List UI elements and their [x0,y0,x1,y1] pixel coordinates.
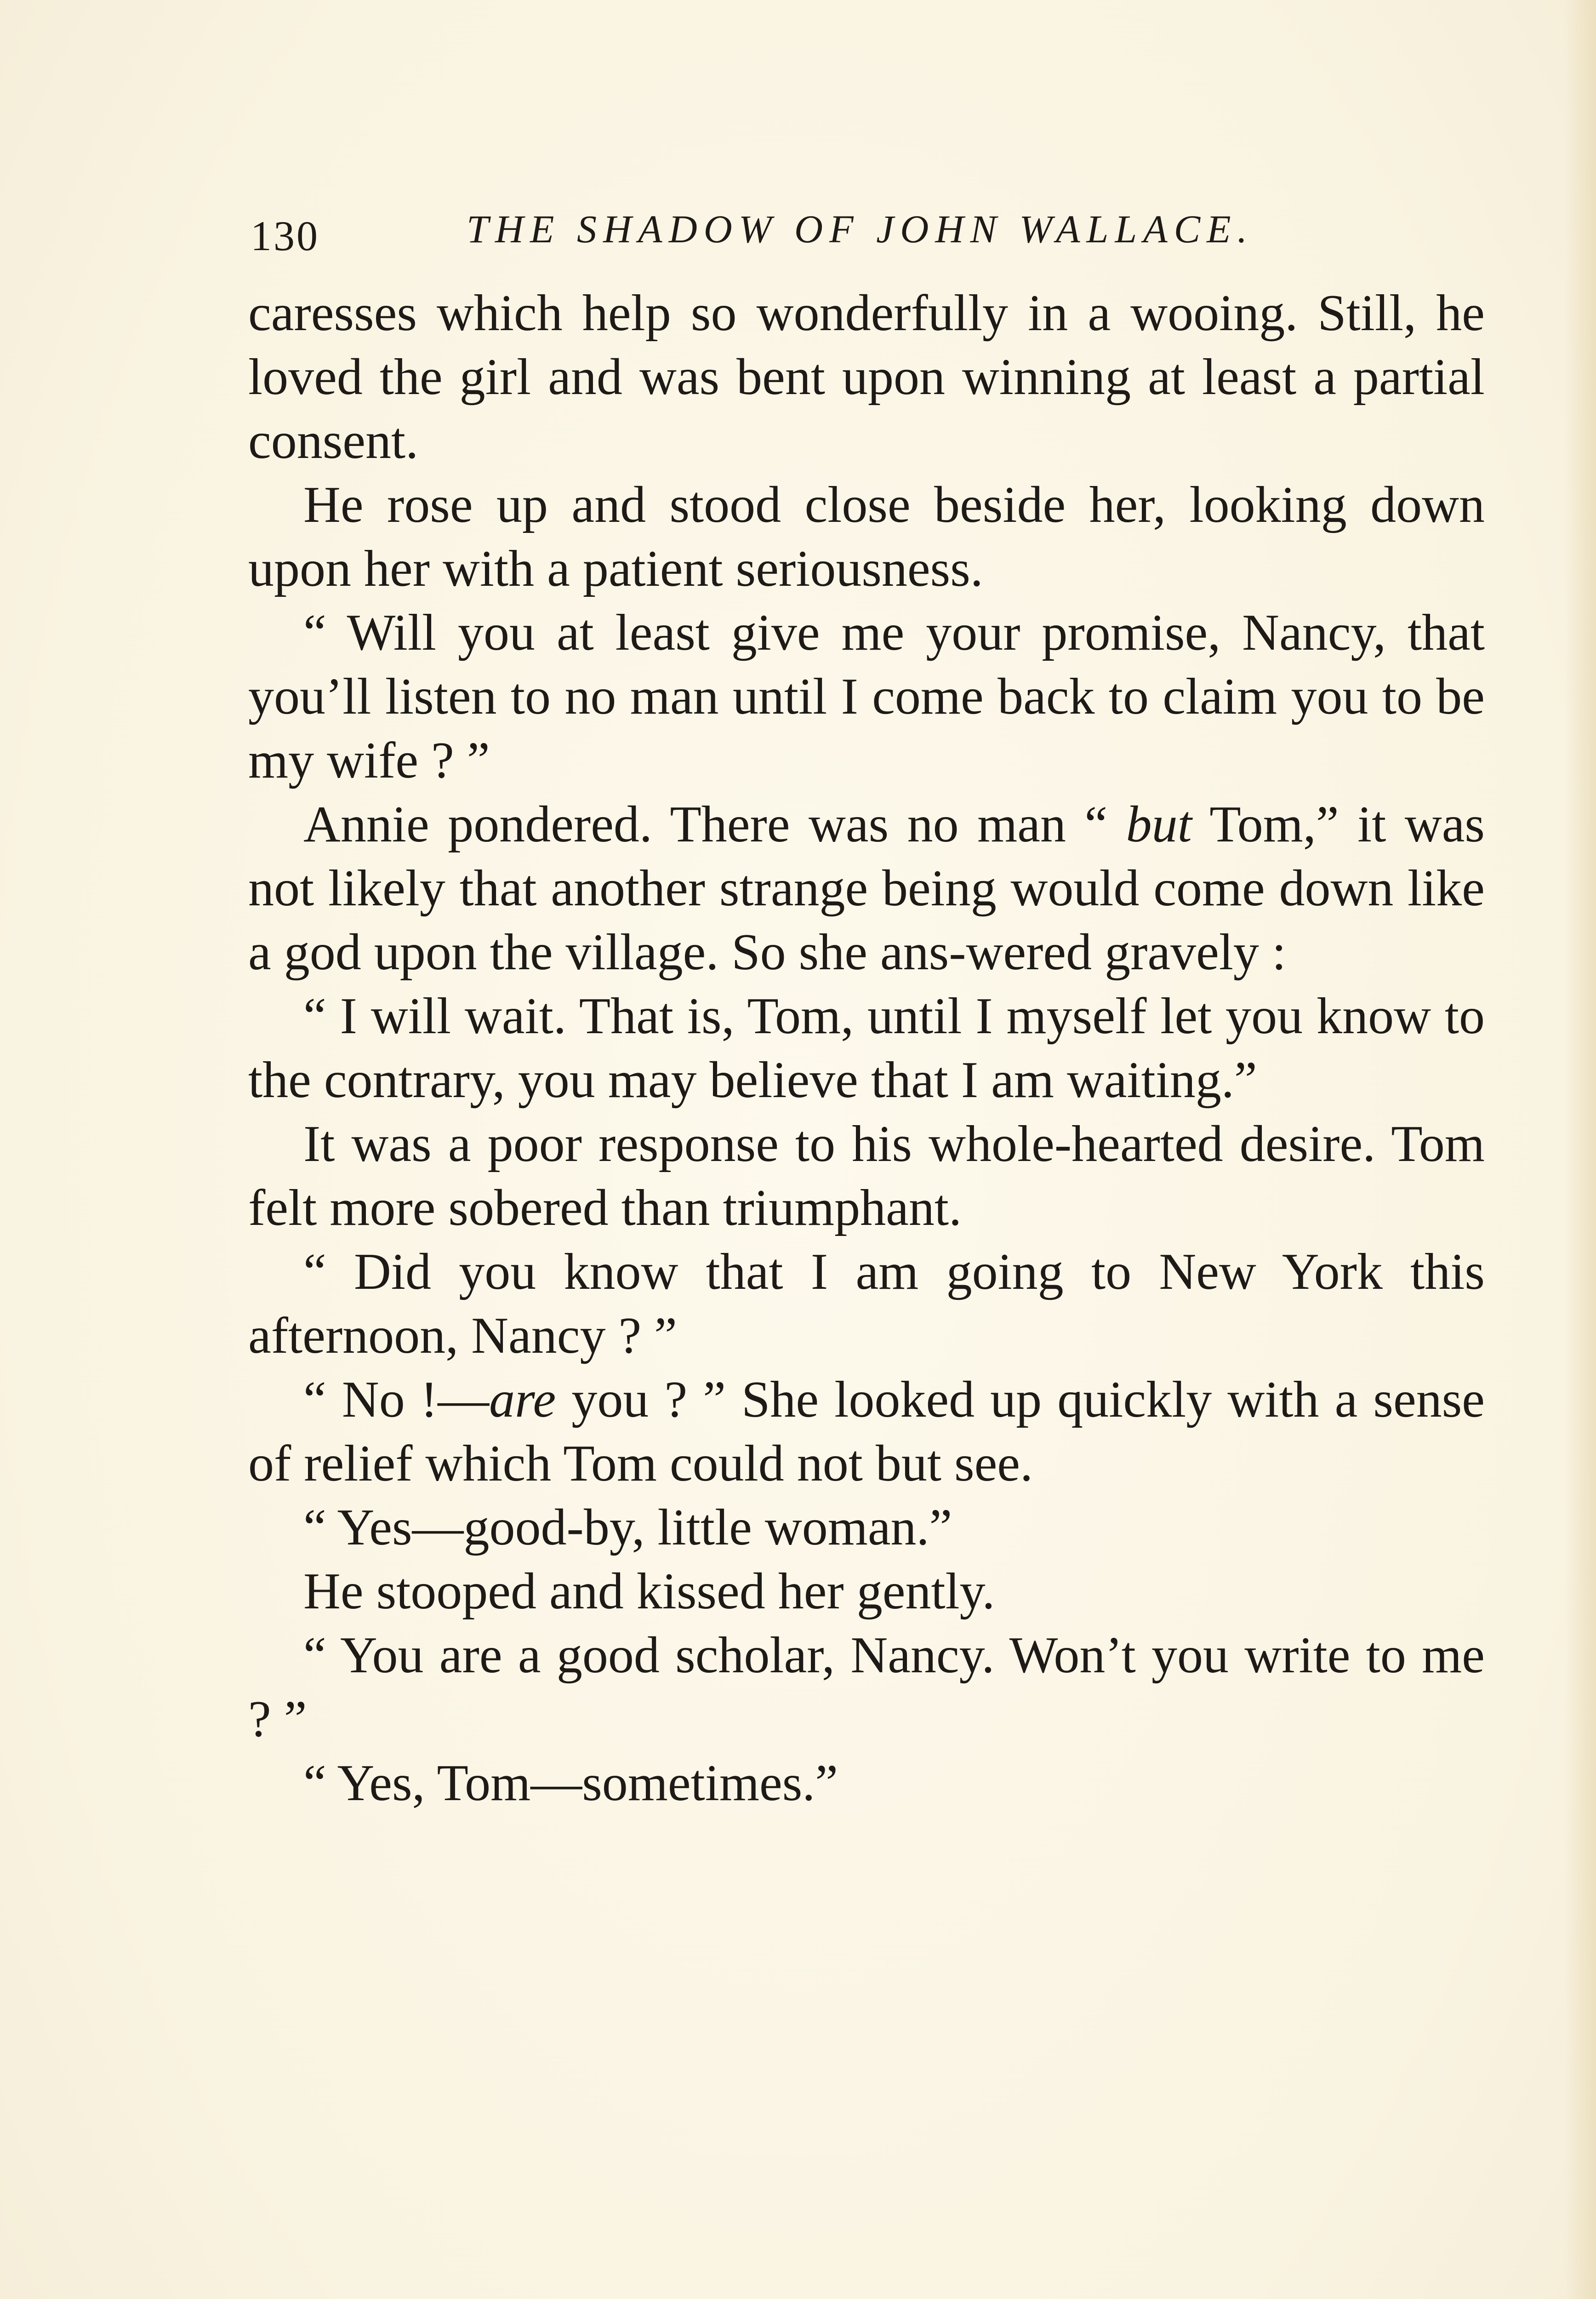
paragraph [248,1368,1485,1496]
italic-text: are [489,1371,556,1428]
paragraph [248,1751,1485,1815]
running-title: THE SHADOW OF JOHN WALLACE. [467,207,1254,251]
text-segment: “ Yes, Tom—sometimes.” [303,1755,838,1812]
text-segment: caresses which help so wonderfully in a wooing. Still, he loved the girl and was bent upon winning at least a partial consent. [248,285,1485,469]
page-edge-shadow [1564,0,1596,2299]
page-header [251,202,1482,262]
paragraph [248,601,1485,793]
text-segment: He stooped and kissed her gently. [303,1563,995,1620]
paragraph [248,1560,1485,1624]
text-segment: “ Will you at least give me your promise, Nancy, that you’ll listen to no man until I come back to claim you to be my wife ? ” [248,604,1485,789]
paragraph [248,1624,1485,1751]
italic-text: but [1126,796,1192,853]
text-segment: “ Yes—good-by, little woman.” [303,1499,952,1556]
text-segment: Annie pondered. There was no man “ [303,796,1126,853]
paragraph [248,473,1485,601]
text-segment: you ? ” She looked up quickly with a sense of relief which Tom could not but see. [248,1371,1485,1492]
paragraph [248,1240,1485,1368]
paragraph [248,1112,1485,1240]
body-text [248,281,1485,1815]
text-segment: It was a poor response to his whole-hearted desire. Tom felt more sobered than triumphant. [248,1115,1485,1236]
page-number: 130 [251,212,319,259]
paragraph [248,984,1485,1112]
paragraph [248,281,1485,473]
paragraph [248,1496,1485,1560]
text-segment: “ Did you know that I am going to New York this afternoon, Nancy ? ” [248,1243,1485,1364]
paragraph [248,793,1485,984]
text-segment: “ I will wait. That is, Tom, until I myself let you know to the contrary, you may believe that I am waiting.” [248,988,1485,1109]
text-segment: He rose up and stood close beside her, looking down upon her with a patient seriousness. [248,476,1485,597]
text-segment: Tom,” it was not likely that another strange being would come down like a god upon the village. So she ans-wered gravely : [248,796,1485,981]
text-segment: “ You are a good scholar, Nancy. Won’t you write to me ? ” [248,1627,1485,1748]
text-segment: “ No !— [303,1371,490,1428]
